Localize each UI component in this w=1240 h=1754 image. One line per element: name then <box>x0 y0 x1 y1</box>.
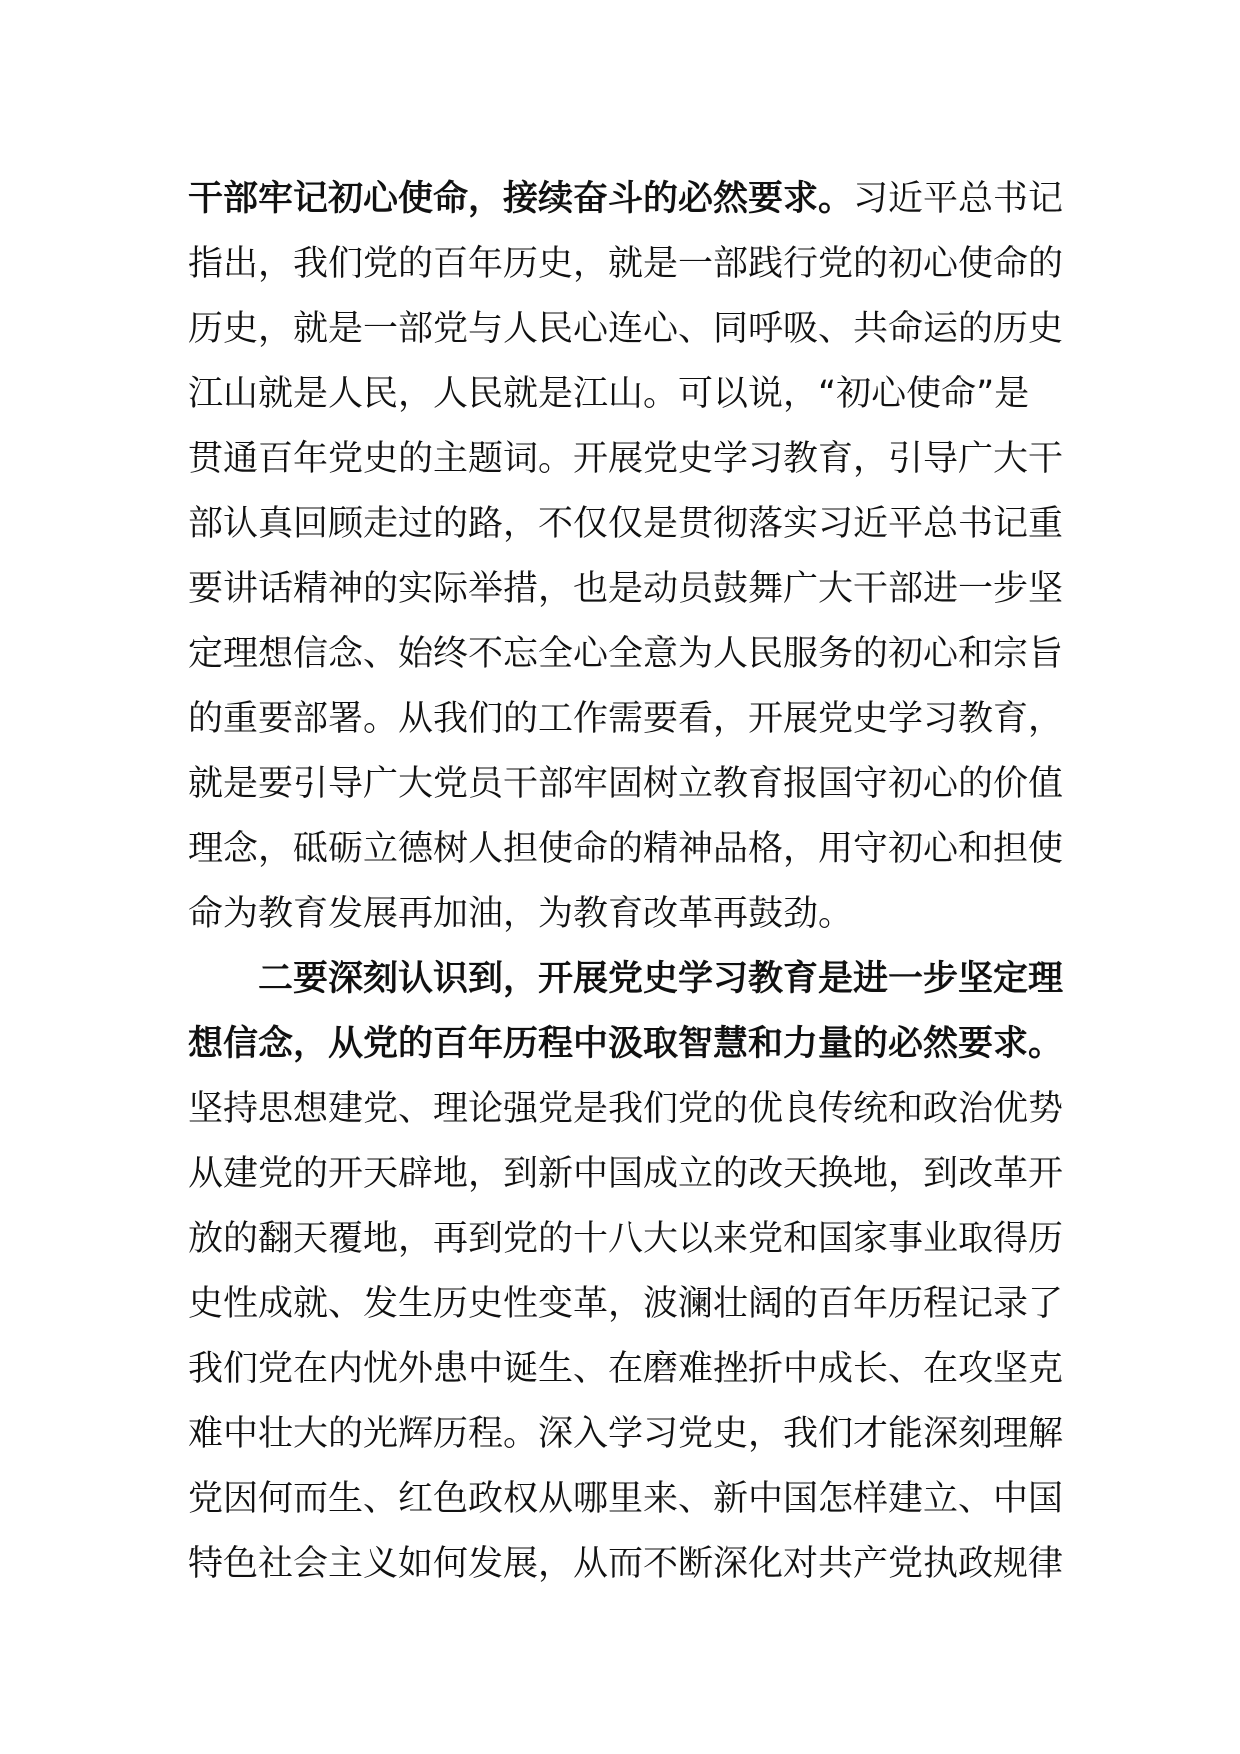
line-text: 就是要引导广大党员干部牢固树立教育报国守初心的价值 <box>188 764 1064 804</box>
line-text: 理念，砥砺立德树人担使命的精神品格，用守初心和担使 <box>188 829 1064 869</box>
text-line-12 <box>188 882 1068 947</box>
text-line-16 <box>188 1142 1068 1207</box>
text-line-22 <box>188 1532 1068 1597</box>
section-heading-line-2 <box>188 1012 1068 1077</box>
line-text: 要讲话精神的实际举措，也是动员鼓舞广大干部进一步坚 <box>188 569 1064 609</box>
line-text: 特色社会主义如何发展，从而不断深化对共产党执政规律 <box>188 1544 1064 1584</box>
line-text: 党因何而生、红色政权从哪里来、新中国怎样建立、中国 <box>188 1479 1064 1519</box>
line-text: 指出，我们党的百年历史，就是一部践行党的初心使命的 <box>188 244 1064 284</box>
text-line-6 <box>188 492 1068 557</box>
line-text: 难中壮大的光辉历程。深入学习党史，我们才能深刻理解 <box>188 1414 1064 1454</box>
text-line-8 <box>188 622 1068 687</box>
text-line-18 <box>188 1272 1068 1337</box>
text-line-7 <box>188 557 1068 622</box>
line-text: 坚持思想建党、理论强党是我们党的优良传统和政治优势 <box>188 1089 1064 1129</box>
line-text: 习近平总书记 <box>853 179 1064 219</box>
line-text: 的重要部署。从我们的工作需要看，开展党史学习教育， <box>188 699 1064 739</box>
text-line-3 <box>188 297 1068 362</box>
line-text: 江山就是人民，人民就是江山。可以说，“初心使命”是 <box>188 374 1030 414</box>
text-line-1 <box>188 167 1068 232</box>
text-line-2 <box>188 232 1068 297</box>
section-heading: 想信念，从党的百年历程中汲取智慧和力量的必然要求。 <box>188 1024 1064 1064</box>
text-line-11 <box>188 817 1068 882</box>
text-line-5 <box>188 427 1068 492</box>
section-heading-line-1 <box>188 947 1068 1012</box>
text-line-9 <box>188 687 1068 752</box>
line-text: 定理想信念、始终不忘全心全意为人民服务的初心和宗旨 <box>188 634 1064 674</box>
bold-heading-continuation: 干部牢记初心使命，接续奋斗的必然要求。 <box>188 179 854 219</box>
line-text: 放的翻天覆地，再到党的十八大以来党和国家事业取得历 <box>188 1219 1064 1259</box>
text-line-17 <box>188 1207 1068 1272</box>
text-line-21 <box>188 1467 1068 1532</box>
line-text: 命为教育发展再加油，为教育改革再鼓劲。 <box>188 894 854 934</box>
line-text: 贯通百年党史的主题词。开展党史学习教育，引导广大干 <box>188 439 1064 479</box>
line-text: 历史，就是一部党与人民心连心、同呼吸、共命运的历史 <box>188 309 1064 349</box>
text-line-15 <box>188 1077 1068 1142</box>
text-line-4 <box>188 362 1068 427</box>
text-line-20 <box>188 1402 1068 1467</box>
line-text: 从建党的开天辟地，到新中国成立的改天换地，到改革开 <box>188 1154 1064 1194</box>
line-text: 部认真回顾走过的路，不仅仅是贯彻落实习近平总书记重 <box>188 504 1064 544</box>
section-heading: 二要深刻认识到，开展党史学习教育是进一步坚定理 <box>258 959 1064 999</box>
body-text <box>188 167 1068 1597</box>
text-line-19 <box>188 1337 1068 1402</box>
line-text: 史性成就、发生历史性变革，波澜壮阔的百年历程记录了 <box>188 1284 1064 1324</box>
line-text: 我们党在内忧外患中诞生、在磨难挫折中成长、在攻坚克 <box>188 1349 1064 1389</box>
text-line-10 <box>188 752 1068 817</box>
